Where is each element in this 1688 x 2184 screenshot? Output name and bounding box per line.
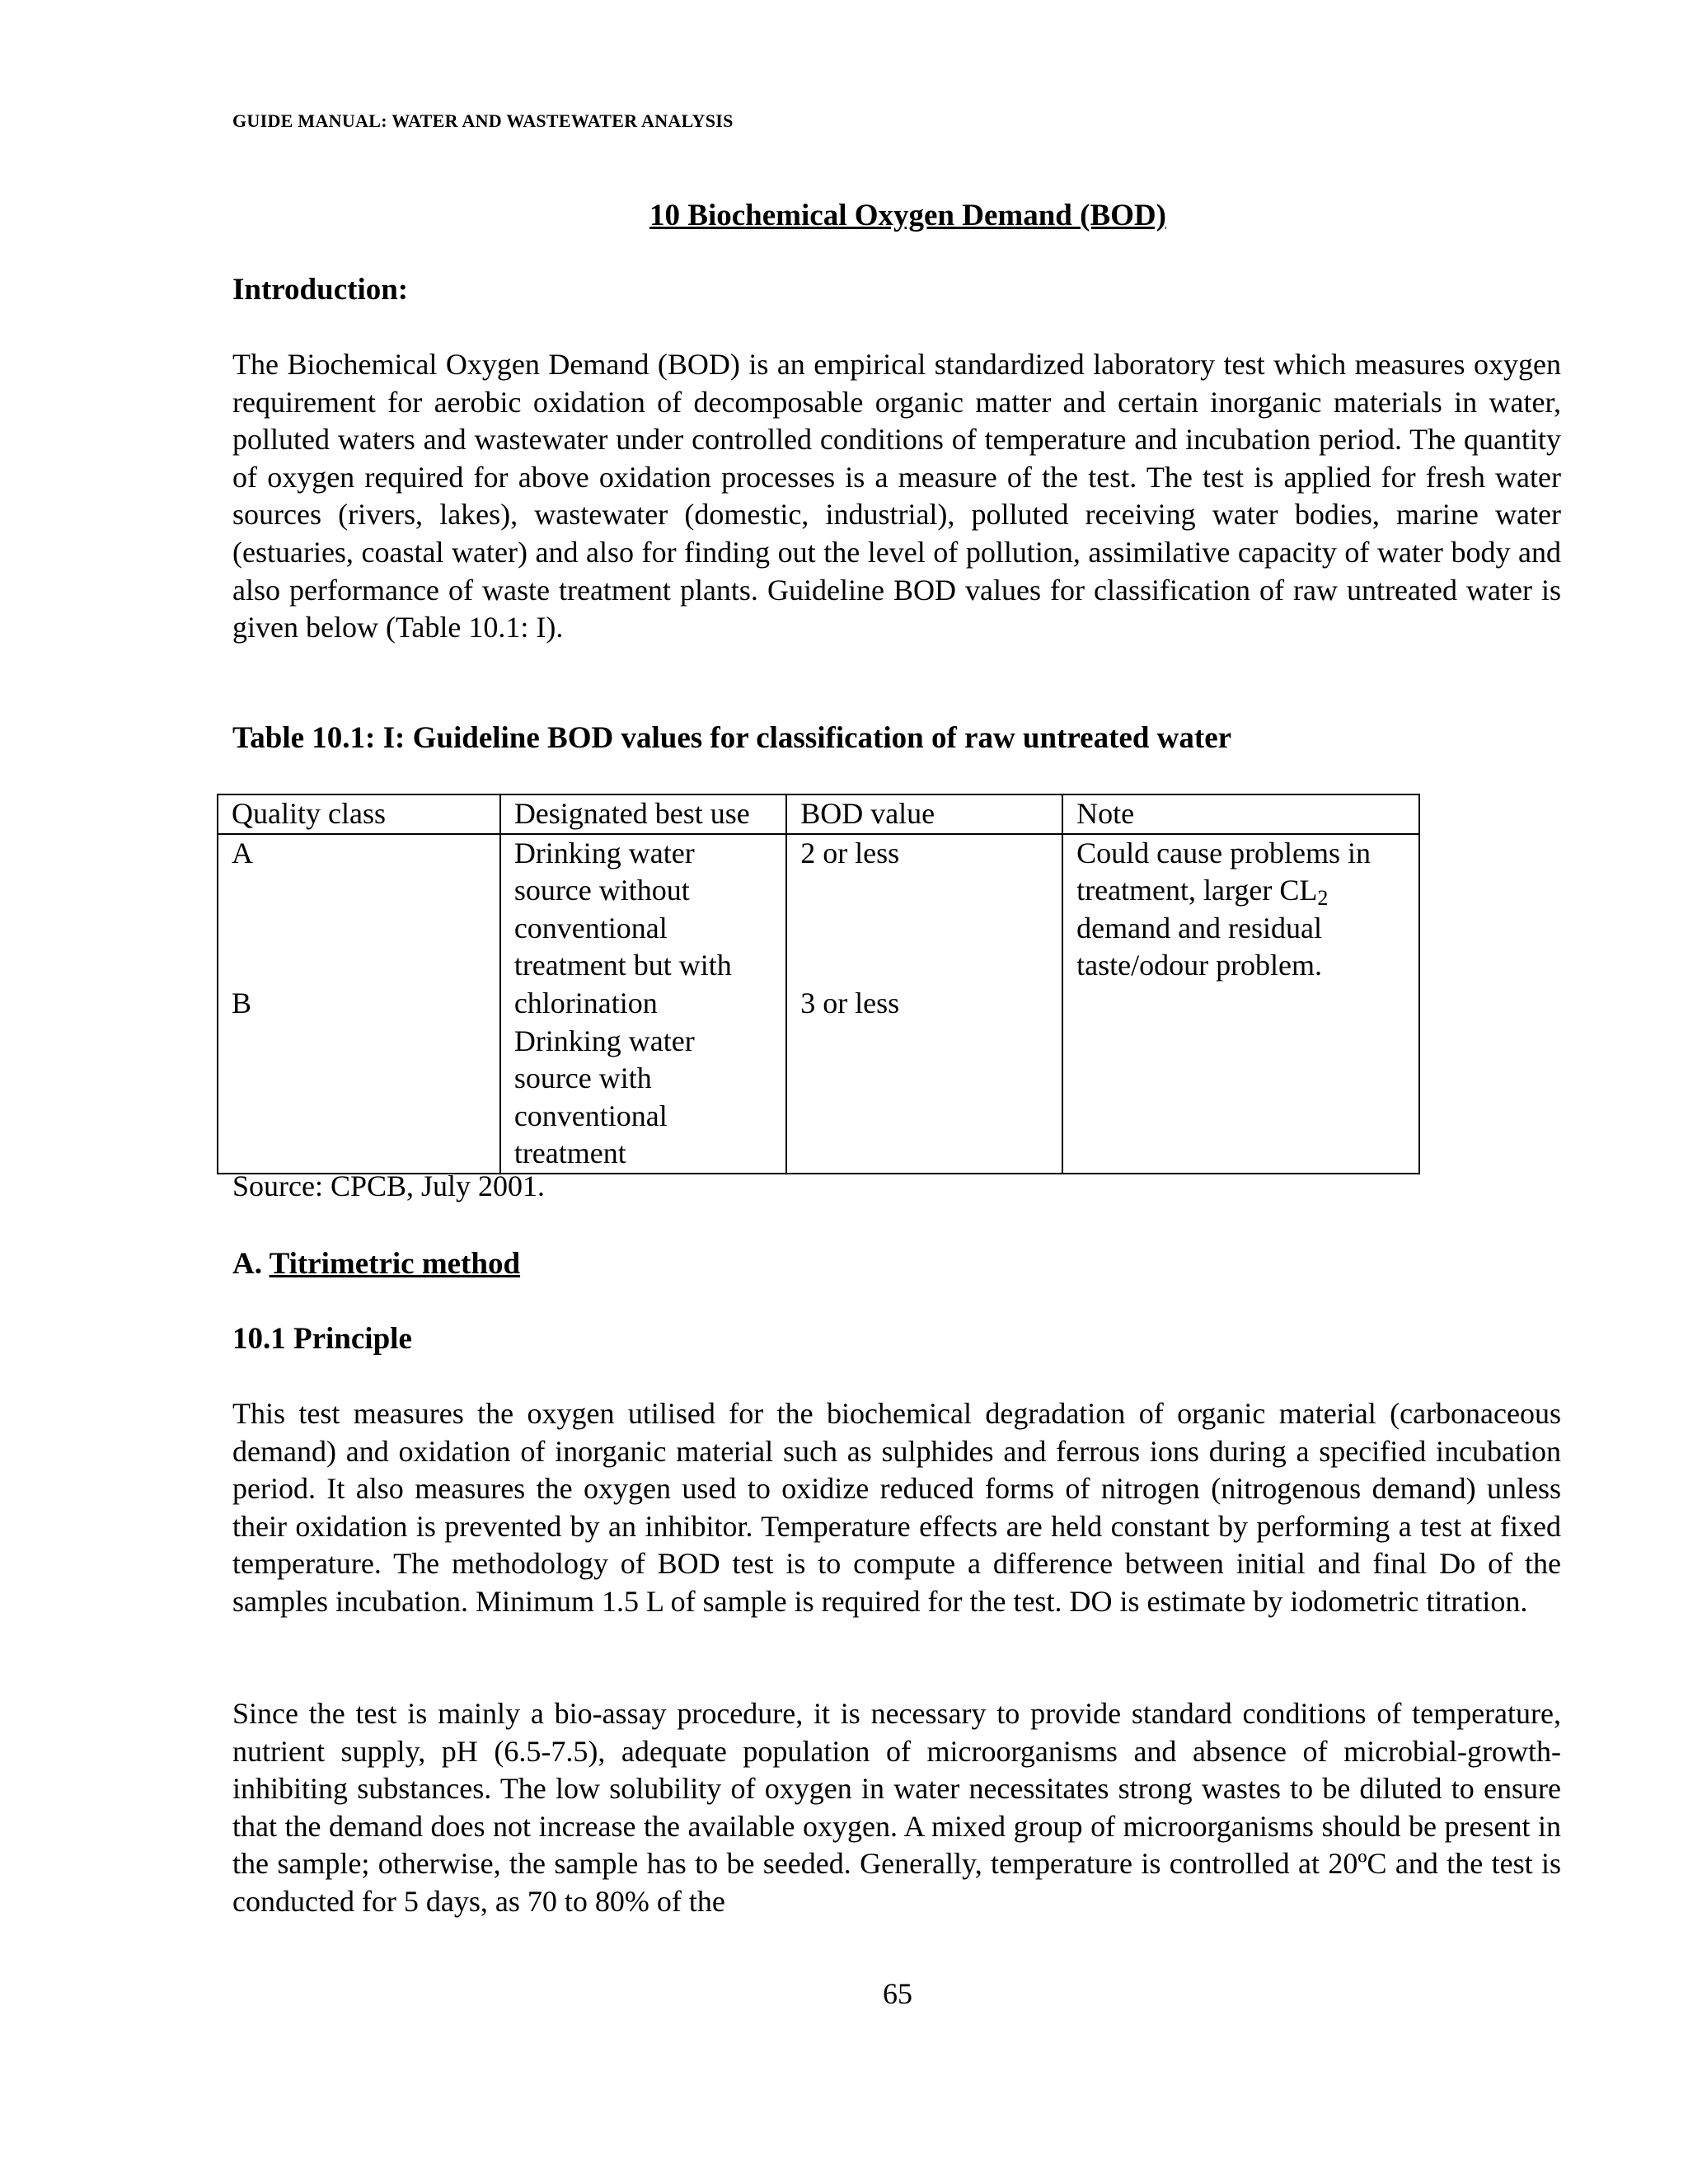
bod-a: 2 or less (800, 836, 900, 869)
section-a-heading (232, 1246, 520, 1282)
table-row (218, 834, 1419, 1174)
principle-heading: 10.1 Principle (232, 1322, 412, 1356)
bod-b: 3 or less (800, 986, 900, 1019)
note-cell (1062, 834, 1419, 1174)
introduction-paragraph: The Biochemical Oxygen Demand (BOD) is an empirical standardized laboratory test which measures oxygen requirement for aerobic oxidation of decomposable organic matter and certain inorganic materials in water, polluted waters and wastewater under controlled conditions of temperature and incubation period. The quantity of oxygen required for above oxidation processes is a measure of the test. The test is applied for fresh water sources (rivers, lakes), wastewater (domestic, industrial), polluted receiving water bodies, marine water (estuaries, coastal water) and also for finding out the level of pollution, assimilative capacity of water body and also performance of waste treatment plants. Guideline BOD values for classification of raw untreated water is given below (Table 10.1: I). (232, 348, 1561, 644)
table-source: Source: CPCB, July 2001. (232, 1169, 546, 1202)
principle-paragraph-2: Since the test is mainly a bio-assay procedure, it is necessary to provide standard conditions of temperature, nutrient supply, pH (6.5-7.5), adequate population of microorganisms and absence of microbial-growth-inhibiting substances. The low solubility of oxygen in water necessitates strong wastes to be diluted to ensure that the demand does not increase the available oxygen. A mixed group of microorganisms should be present in the sample; otherwise, the sample has to be seeded. Generally, temperature is controlled at 20ºC and the test is conducted for 5 days, as 70 to 80% of the (232, 1697, 1561, 1918)
quality-class-cell (218, 834, 500, 1174)
designated-use-cell (500, 834, 786, 1174)
running-header: GUIDE MANUAL: WATER AND WASTEWATER ANALYSIS (232, 110, 734, 131)
table-header-row (218, 794, 1419, 834)
note-text-start: Could cause problems in treatment, larger CL (1076, 836, 1372, 907)
class-a: A (232, 836, 253, 869)
use-b: Drinking water source with conventional treatment (513, 1024, 695, 1170)
note-subscript: 2 (1317, 886, 1329, 911)
column-header: Quality class (218, 794, 500, 834)
bod-guideline-table (217, 794, 1420, 1174)
section-a-title: Titrimetric method (269, 1247, 521, 1281)
column-header: Note (1062, 794, 1419, 834)
column-header: Designated best use (500, 794, 786, 834)
note-text-end: demand and residual taste/odour problem. (1076, 911, 1323, 982)
chapter-title: 10 Biochemical Oxygen Demand (BOD) (649, 199, 1166, 232)
bod-value-cell (786, 834, 1062, 1174)
column-header: BOD value (786, 794, 1062, 834)
principle-paragraph-1: This test measures the oxygen utilised for the biochemical degradation of organic material (carbonaceous demand) and oxidation of inorganic material such as sulphides and ferrous ions during a specified incubation period. It also measures the oxygen used to oxidize reduced forms of nitrogen (nitrogenous demand) unless their oxidation is prevented by an inhibitor. Temperature effects are held constant by performing a test at fixed temperature. The methodology of BOD test is to compute a difference between initial and final Do of the samples incubation. Minimum 1.5 L of sample is required for the test. DO is estimate by iodometric titration. (232, 1397, 1561, 1618)
table-caption: Table 10.1: I: Guideline BOD values for classification of raw untreated water (232, 721, 1232, 755)
class-b: B (232, 986, 252, 1019)
use-a: Drinking water source without conventional treatment but with chlorination (513, 836, 732, 1019)
section-a-prefix: A. (232, 1247, 270, 1281)
page-number: 65 (883, 1977, 912, 2010)
introduction-heading: Introduction: (232, 273, 409, 307)
